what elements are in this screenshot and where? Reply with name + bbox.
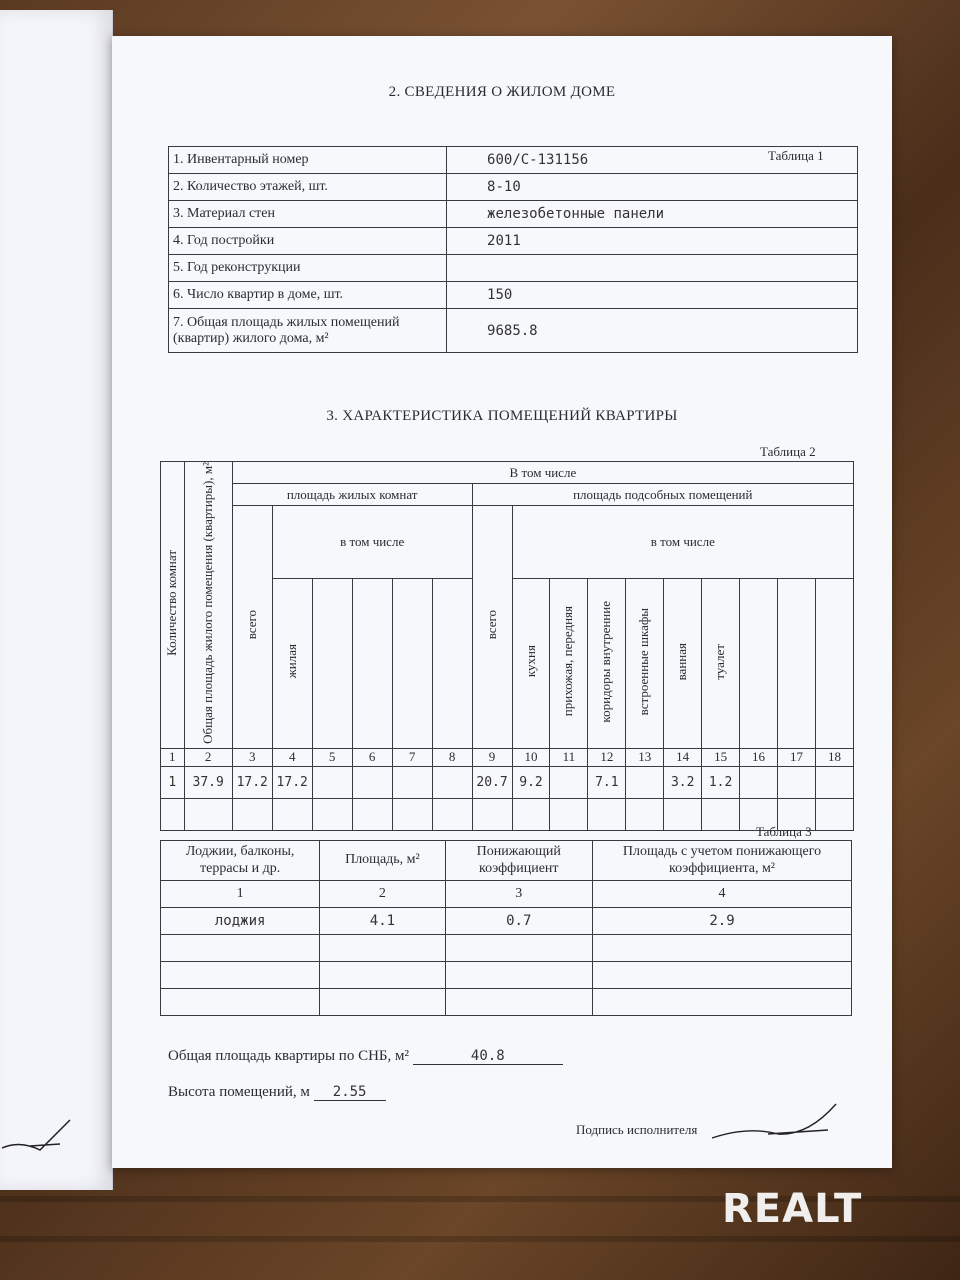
rooms-data-cell bbox=[815, 766, 853, 798]
loggia-cell bbox=[161, 962, 320, 989]
loggia-cell bbox=[593, 962, 852, 989]
loggia-row bbox=[161, 989, 852, 1016]
rooms-empty-cell bbox=[161, 798, 185, 830]
header-including: В том числе bbox=[232, 462, 853, 484]
header-empty-7 bbox=[392, 578, 432, 748]
column-number: 17 bbox=[777, 748, 815, 766]
loggia-cell bbox=[445, 962, 593, 989]
loggia-cell: 0.7 bbox=[445, 908, 593, 935]
house-info-label: 4. Год постройки bbox=[169, 228, 447, 255]
rooms-data-cell: 1.2 bbox=[702, 766, 740, 798]
section-3-title: 3. ХАРАКТЕРИСТИКА ПОМЕЩЕНИЙ КВАРТИРЫ bbox=[326, 408, 678, 424]
header-hall: прихожая, передняя bbox=[560, 606, 576, 717]
table-1-label: Таблица 1 bbox=[768, 148, 824, 163]
rooms-data-cell bbox=[432, 766, 472, 798]
loggia-header: Площадь, м² bbox=[320, 841, 445, 881]
header-empty-16 bbox=[740, 578, 778, 748]
loggia-cell bbox=[593, 935, 852, 962]
loggia-column-number: 3 bbox=[445, 881, 593, 908]
loggia-cell bbox=[320, 962, 445, 989]
house-info-table bbox=[168, 146, 858, 353]
rooms-empty-cell bbox=[588, 798, 626, 830]
signature-label: Подпись исполнителя bbox=[576, 1122, 698, 1137]
rooms-empty-cell bbox=[550, 798, 588, 830]
house-info-value: 8-10 bbox=[447, 174, 858, 201]
signature bbox=[708, 1096, 848, 1146]
loggia-cell: 2.9 bbox=[593, 908, 852, 935]
header-empty-5 bbox=[312, 578, 352, 748]
rooms-empty-cell bbox=[472, 798, 512, 830]
header-toilet: туалет bbox=[712, 643, 728, 680]
rooms-empty-cell bbox=[702, 798, 740, 830]
header-aux-area: площадь подсобных помещений bbox=[472, 484, 853, 506]
signature-mark-left bbox=[0, 1110, 80, 1160]
header-rooms-count: Количество комнат bbox=[163, 550, 179, 656]
rooms-empty-cell bbox=[272, 798, 312, 830]
rooms-empty-cell bbox=[626, 798, 664, 830]
loggia-cell bbox=[320, 935, 445, 962]
column-number: 15 bbox=[702, 748, 740, 766]
house-info-value bbox=[447, 255, 858, 282]
rooms-empty-cell bbox=[312, 798, 352, 830]
loggia-cell: 4.1 bbox=[320, 908, 445, 935]
table-2-label: Таблица 2 bbox=[760, 444, 816, 459]
header-empty-18 bbox=[815, 578, 853, 748]
house-info-row bbox=[169, 201, 858, 228]
house-info-label: 1. Инвентарный номер bbox=[169, 147, 447, 174]
total-area-line bbox=[168, 1048, 563, 1065]
header-corridors: коридоры внутренние bbox=[598, 600, 614, 723]
rooms-data-cell bbox=[626, 766, 664, 798]
rooms-empty-cell bbox=[432, 798, 472, 830]
room-height-label: Высота помещений, м bbox=[168, 1084, 310, 1100]
rooms-data-cell bbox=[312, 766, 352, 798]
rooms-data-cell: 17.2 bbox=[232, 766, 272, 798]
rooms-empty-cell bbox=[664, 798, 702, 830]
loggia-cell bbox=[445, 989, 593, 1016]
column-number: 3 bbox=[232, 748, 272, 766]
rooms-empty-cell bbox=[815, 798, 853, 830]
rooms-data-cell: 9.2 bbox=[512, 766, 550, 798]
rooms-data-cell bbox=[550, 766, 588, 798]
rooms-data-cell: 17.2 bbox=[272, 766, 312, 798]
column-number: 5 bbox=[312, 748, 352, 766]
total-area-value: 40.8 bbox=[413, 1048, 563, 1065]
column-number: 16 bbox=[740, 748, 778, 766]
loggia-cell bbox=[445, 935, 593, 962]
column-number: 10 bbox=[512, 748, 550, 766]
loggia-cell bbox=[161, 935, 320, 962]
section-2-title: 2. СВЕДЕНИЯ О ЖИЛОМ ДОМЕ bbox=[388, 84, 616, 100]
rooms-data-cell bbox=[352, 766, 392, 798]
loggia-row bbox=[161, 962, 852, 989]
column-number: 13 bbox=[626, 748, 664, 766]
loggia-table bbox=[160, 840, 852, 1016]
rooms-data-cell: 3.2 bbox=[664, 766, 702, 798]
column-number: 6 bbox=[352, 748, 392, 766]
rooms-data-cell: 7.1 bbox=[588, 766, 626, 798]
rooms-data-cell: 37.9 bbox=[184, 766, 232, 798]
header-aux-sub-including: в том числе bbox=[512, 506, 853, 579]
house-info-value: 600/С-131156 bbox=[447, 147, 858, 174]
header-living-sub-including: в том числе bbox=[272, 506, 472, 579]
realt-watermark-logo: REALT bbox=[722, 1186, 863, 1232]
header-empty-17 bbox=[777, 578, 815, 748]
header-living-total: всего bbox=[243, 610, 259, 640]
house-info-row bbox=[169, 174, 858, 201]
house-info-label: 7. Общая площадь жилых помещений (квартир) жилого дома, м² bbox=[169, 309, 447, 353]
header-closets: встроенные шкафы bbox=[636, 607, 652, 716]
header-empty-6 bbox=[352, 578, 392, 748]
house-info-label: 2. Количество этажей, шт. bbox=[169, 174, 447, 201]
header-living-area: площадь жилых комнат bbox=[232, 484, 472, 506]
house-info-row bbox=[169, 255, 858, 282]
column-number: 14 bbox=[664, 748, 702, 766]
rooms-empty-cell bbox=[232, 798, 272, 830]
loggia-header: Понижающий коэффициент bbox=[445, 841, 593, 881]
left-page bbox=[0, 10, 113, 1190]
header-kitchen: кухня bbox=[522, 645, 538, 678]
loggia-cell bbox=[593, 989, 852, 1016]
house-info-value: 9685.8 bbox=[447, 309, 858, 353]
header-bathroom: ванная bbox=[674, 642, 690, 681]
rooms-empty-cell bbox=[392, 798, 432, 830]
house-info-value: 150 bbox=[447, 282, 858, 309]
house-info-label: 5. Год реконструкции bbox=[169, 255, 447, 282]
loggia-column-number: 4 bbox=[593, 881, 852, 908]
house-info-value: железобетонные панели bbox=[447, 201, 858, 228]
rooms-data-cell bbox=[740, 766, 778, 798]
total-area-label: Общая площадь квартиры по СНБ, м² bbox=[168, 1048, 410, 1064]
loggia-row bbox=[161, 908, 852, 935]
document-page bbox=[112, 36, 892, 1168]
loggia-cell bbox=[161, 989, 320, 1016]
column-number: 7 bbox=[392, 748, 432, 766]
column-number: 9 bbox=[472, 748, 512, 766]
loggia-header: Площадь с учетом понижающего коэффициента, м² bbox=[593, 841, 852, 881]
loggia-cell bbox=[320, 989, 445, 1016]
column-number: 1 bbox=[161, 748, 185, 766]
house-info-row bbox=[169, 309, 858, 353]
room-height-line bbox=[168, 1084, 386, 1101]
column-number: 8 bbox=[432, 748, 472, 766]
rooms-empty-cell bbox=[352, 798, 392, 830]
column-number: 18 bbox=[815, 748, 853, 766]
loggia-column-number: 2 bbox=[320, 881, 445, 908]
house-info-label: 6. Число квартир в доме, шт. bbox=[169, 282, 447, 309]
header-empty-8 bbox=[432, 578, 472, 748]
rooms-empty-cell bbox=[512, 798, 550, 830]
rooms-data-cell bbox=[392, 766, 432, 798]
table-3-label: Таблица 3 bbox=[756, 824, 812, 839]
house-info-row bbox=[169, 228, 858, 255]
header-aux-total: всего bbox=[483, 610, 499, 640]
column-number: 4 bbox=[272, 748, 312, 766]
column-number: 2 bbox=[184, 748, 232, 766]
rooms-empty-cell bbox=[184, 798, 232, 830]
header-total-area: Общая площадь жилого помещения (квартиры), м² bbox=[199, 462, 215, 744]
loggia-header: Лоджии, балконы, террасы и др. bbox=[161, 841, 320, 881]
column-number: 12 bbox=[588, 748, 626, 766]
loggia-cell: лоджия bbox=[161, 908, 320, 935]
rooms-data-cell bbox=[777, 766, 815, 798]
house-info-value: 2011 bbox=[447, 228, 858, 255]
loggia-row bbox=[161, 935, 852, 962]
house-info-label: 3. Материал стен bbox=[169, 201, 447, 228]
room-height-value: 2.55 bbox=[314, 1084, 386, 1101]
rooms-data-cell: 20.7 bbox=[472, 766, 512, 798]
header-living: жилая bbox=[283, 644, 299, 679]
house-info-row bbox=[169, 282, 858, 309]
column-number: 11 bbox=[550, 748, 588, 766]
house-info-row bbox=[169, 147, 858, 174]
rooms-data-cell: 1 bbox=[161, 766, 185, 798]
rooms-table bbox=[160, 461, 854, 831]
loggia-column-number: 1 bbox=[161, 881, 320, 908]
